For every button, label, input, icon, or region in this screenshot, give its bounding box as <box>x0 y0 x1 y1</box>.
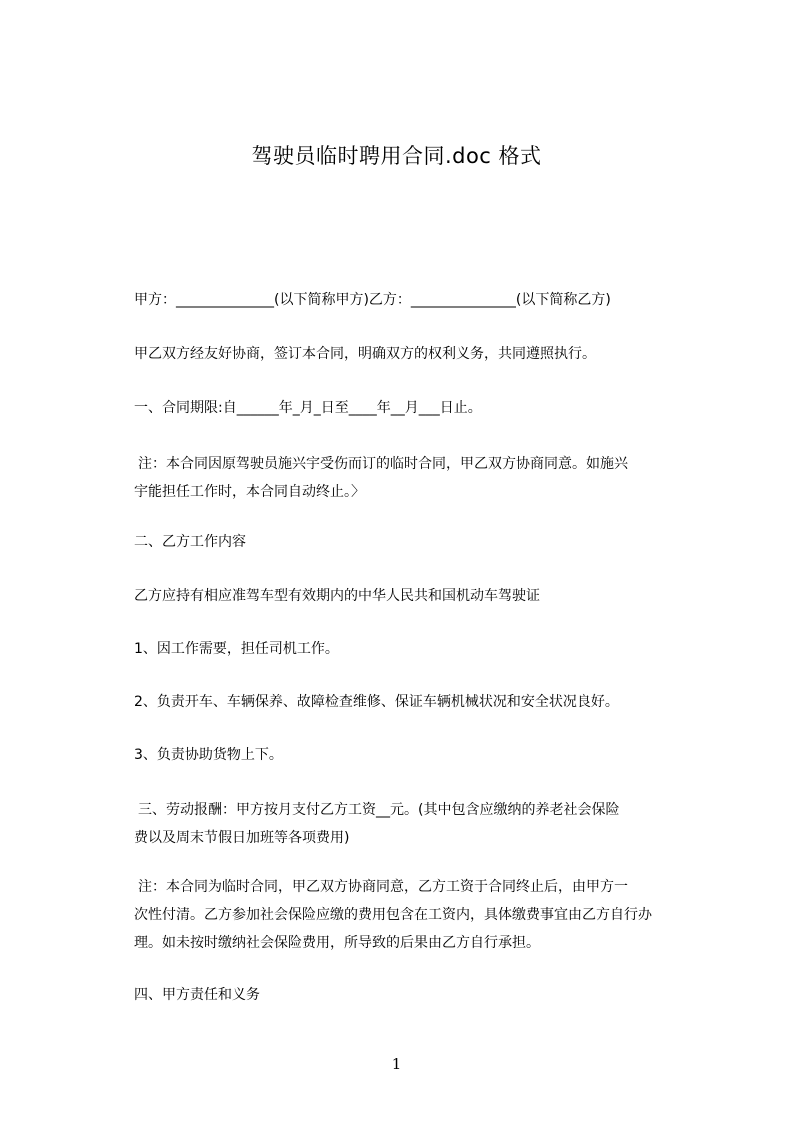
duty-item-1: 1、因工作需要，担任司机工作。 <box>134 641 339 657</box>
remuneration-line-1: 三、劳动报酬：甲方按月支付乙方工资__元。(其中包含应缴纳的养老社会保险 <box>138 802 620 818</box>
note-two-paragraph <box>134 873 694 957</box>
remuneration-paragraph <box>134 796 694 852</box>
document-title: 驾驶员临时聘用合同.doc 格式 <box>251 144 542 168</box>
note-one-paragraph <box>134 450 694 506</box>
page-number: 1 <box>391 1055 402 1073</box>
section-two-heading: 二、乙方工作内容 <box>134 534 246 550</box>
note-one-line-1: 注：本合同因原驾驶员施兴宇受伤而订的临时合同，甲乙双方协商同意。如施兴 <box>138 456 628 472</box>
note-two-line-2: 次性付清。乙方参加社会保险应缴的费用包含在工资内，具体缴费事宜由乙方自行办 <box>134 907 652 923</box>
section-four-heading: 四、甲方责任和义务 <box>134 987 260 1003</box>
note-two-line-3: 理。如未按时缴纳社会保险费用，所导致的后果由乙方自行承担。 <box>134 935 540 951</box>
parties-line: 甲方：______________(以下简称甲方)乙方：_______________(以下简称乙方) <box>134 292 611 308</box>
preamble-paragraph: 甲乙双方经友好协商，签订本合同，明确双方的权利义务，共同遵照执行。 <box>134 346 596 362</box>
term-clause: 一、合同期限:自______年_月_日至____年__月___日止。 <box>134 400 482 416</box>
license-requirement: 乙方应持有相应准驾车型有效期内的中华人民共和国机动车驾驶证 <box>134 588 540 604</box>
duty-item-3: 3、负责协助货物上下。 <box>134 747 283 763</box>
note-one-line-2: 宇能担任工作时，本合同自动终止。〉 <box>134 484 365 500</box>
duty-item-2: 2、负责开车、车辆保养、故障检查维修、保证车辆机械状况和安全状况良好。 <box>134 694 619 710</box>
remuneration-line-2: 费以及周末节假日加班等各项费用) <box>134 830 350 846</box>
note-two-line-1: 注：本合同为临时合同，甲乙双方协商同意，乙方工资于合同终止后，由甲方一 <box>138 879 628 895</box>
